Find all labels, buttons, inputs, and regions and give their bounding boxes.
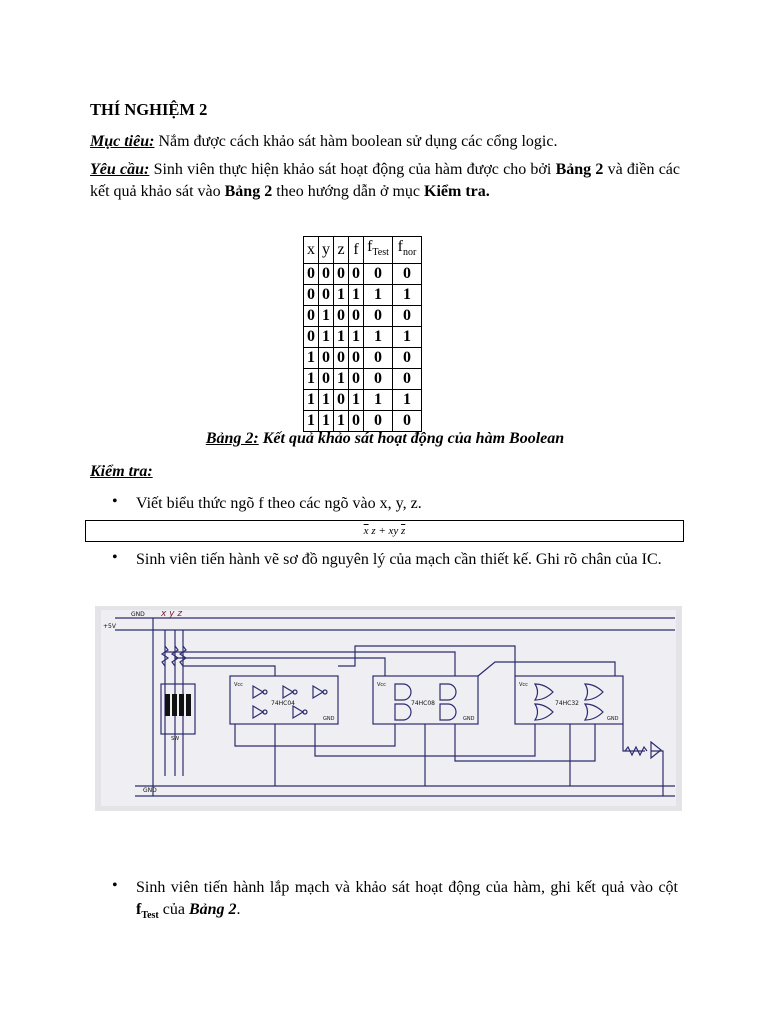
table-cell: 1 [334, 285, 349, 306]
caption-label: Bảng 2: [205, 430, 259, 447]
table-cell: 0 [349, 348, 364, 369]
objective-text: Nắm được cách khảo sát hàm boolean sử dụng các cổng logic. [158, 133, 558, 150]
bullet-3-text [136, 877, 678, 927]
table-cell: 1 [304, 348, 319, 369]
table-cell: 0 [334, 306, 349, 327]
ic-label-74hc08: 74HC08 [411, 700, 435, 707]
header-cell: f [349, 237, 364, 264]
table-cell: 1 [393, 390, 422, 411]
bullet-2-text: Sinh viên tiến hành vẽ sơ đồ nguyên lý của mạch cần thiết kế. Ghi rõ chân của IC. [136, 551, 662, 568]
bullet-3-part: Sinh viên tiến hành lắp mạch và khảo sát hoạt động của hàm, ghi kết quả vào cột [136, 879, 678, 896]
experiment-title: THÍ NGHIỆM 2 [90, 100, 208, 119]
table-cell: 0 [349, 411, 364, 432]
requirement-text: và điền các kết quả khảo sát vào [90, 161, 681, 200]
ic-label-74hc04: 74HC04 [271, 700, 295, 707]
header-cell: y [319, 237, 334, 264]
answer-z-bar: $\overline{z}$ [401, 525, 406, 537]
table-cell: 1 [393, 327, 422, 348]
table-cell: 0 [364, 348, 393, 369]
table-cell: 1 [334, 327, 349, 348]
table-row [304, 306, 422, 327]
table-ref: Bảng 2 [224, 183, 273, 200]
table-row [304, 411, 422, 432]
circuit-schematic-image [95, 606, 682, 811]
table-cell: 0 [393, 369, 422, 390]
answer-z: z [371, 525, 376, 537]
table-cell: 1 [334, 369, 349, 390]
table-cell: 1 [349, 327, 364, 348]
ftest-ref: $f_{Test}$ [136, 901, 159, 922]
table-cell: 0 [393, 264, 422, 285]
table-cell: 0 [364, 369, 393, 390]
requirement-paragraph [90, 159, 680, 203]
table-cell: 1 [304, 411, 319, 432]
table-cell: 0 [304, 264, 319, 285]
table-cell: 1 [319, 327, 334, 348]
header-cell: x [304, 237, 319, 264]
bullet-1-text: Viết biểu thức ngõ f theo các ngõ vào x, y, z. [136, 495, 422, 512]
header-cell: $f_{nor}$ [393, 237, 422, 264]
objective-label: Mục tiêu: [90, 133, 155, 150]
table-cell: 1 [319, 390, 334, 411]
table-cell: 0 [364, 306, 393, 327]
table-cell: 0 [304, 285, 319, 306]
bullet-dot: • [112, 549, 118, 566]
table-cell: 1 [304, 369, 319, 390]
vcc-label: Vcc [377, 682, 386, 688]
table-cell: 0 [364, 411, 393, 432]
table-cell: 0 [304, 327, 319, 348]
answer-x-bar: $\overline{x}$ [363, 525, 369, 537]
table-cell: 1 [319, 306, 334, 327]
table-cell: 1 [334, 411, 349, 432]
check-heading: Kiểm tra: [90, 463, 153, 480]
gnd-label: GND [131, 611, 145, 618]
vcc-label: Vcc [519, 682, 528, 688]
vcc-label: Vcc [234, 682, 243, 688]
table-row [304, 285, 422, 306]
table-cell: 1 [393, 285, 422, 306]
table-cell: 0 [334, 348, 349, 369]
table-cell: 0 [349, 369, 364, 390]
ic-gnd-label: GND [607, 716, 619, 722]
table-cell: 0 [393, 348, 422, 369]
table-cell: 0 [364, 264, 393, 285]
table-cell: 1 [364, 327, 393, 348]
table-row [304, 327, 422, 348]
bullet-3-part: của [162, 901, 185, 918]
ic-label-74hc32: 74HC32 [555, 700, 579, 707]
dip-label: SW [171, 736, 180, 742]
table-cell: 1 [304, 390, 319, 411]
table-row [304, 369, 422, 390]
table-cell: 1 [364, 390, 393, 411]
table-row [304, 264, 422, 285]
bullet-dot: • [112, 493, 118, 510]
requirement-text: theo hướng dẫn ở mục [276, 183, 420, 200]
table-cell: 1 [319, 411, 334, 432]
table-header-row [304, 237, 422, 264]
table-cell: 0 [349, 264, 364, 285]
requirement-text: Sinh viên thực hiện khảo sát hoạt động của hàm được cho bởi [153, 161, 552, 178]
table-cell: 0 [304, 306, 319, 327]
header-cell: z [334, 237, 349, 264]
table-cell: 0 [319, 285, 334, 306]
gnd-label-bottom: GND [143, 787, 157, 794]
table-cell: 0 [319, 348, 334, 369]
check-ref: Kiểm tra. [424, 183, 490, 200]
bullet-3-end: . [236, 901, 241, 918]
plus5v-label: +5V [103, 623, 116, 630]
table-cell: 1 [349, 390, 364, 411]
answer-box [85, 520, 684, 542]
table-ref: Bảng 2 [555, 161, 604, 178]
table-ref: Bảng 2 [188, 901, 237, 918]
answer-mid: + xy [375, 525, 402, 537]
table-cell: 0 [319, 264, 334, 285]
table-row [304, 390, 422, 411]
requirement-label: Yêu cầu: [90, 161, 150, 178]
objective-paragraph [90, 131, 680, 153]
table-caption [90, 430, 680, 448]
table-cell: 0 [334, 390, 349, 411]
caption-text: Kết quả khảo sát hoạt động của hàm Boolean [262, 430, 565, 447]
header-cell: $f_{Test}$ [364, 237, 393, 264]
table-cell: 0 [319, 369, 334, 390]
table-cell: 0 [334, 264, 349, 285]
table-row [304, 348, 422, 369]
bullet-dot: • [112, 877, 118, 894]
truth-table [303, 236, 422, 432]
table-cell: 1 [364, 285, 393, 306]
table-cell: 0 [349, 306, 364, 327]
ic-gnd-label: GND [323, 716, 335, 722]
table-cell: 0 [393, 411, 422, 432]
vars-handwritten: x y z [161, 609, 183, 619]
table-cell: 0 [393, 306, 422, 327]
ic-gnd-label: GND [463, 716, 475, 722]
table-cell: 1 [349, 285, 364, 306]
